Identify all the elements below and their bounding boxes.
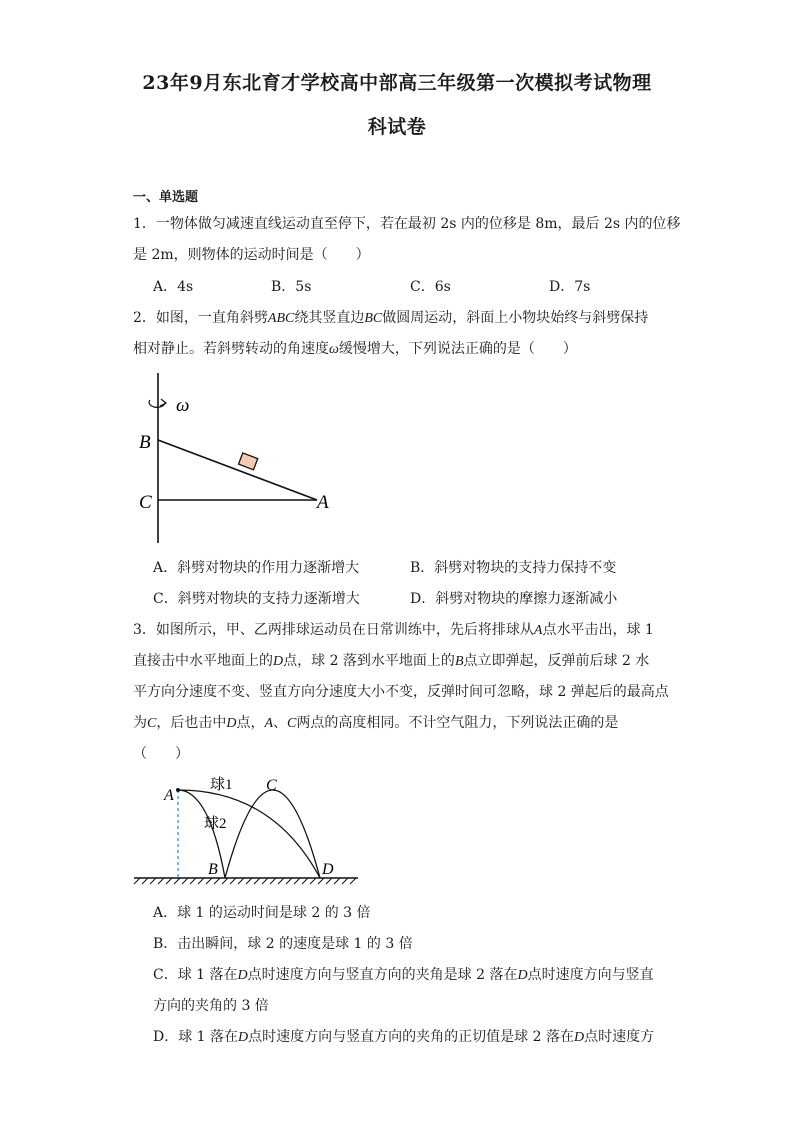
q1-stem-line1: 1．一物体做匀减速直线运动直至停下，若在最初 2s 内的位移是 8m，最后 2s 内的位移 (133, 216, 681, 232)
label-b: B (139, 432, 151, 453)
ball2-trajectory-first (178, 790, 225, 878)
q3-option-c-line2: 方向的夹角的 3 倍 (153, 998, 269, 1014)
omega-label: ω (176, 395, 190, 416)
small-block (239, 453, 258, 470)
rotation-arrow (149, 400, 165, 407)
ground-hatch (134, 878, 356, 884)
q1-option-b: B．5s (271, 279, 312, 295)
q2-option-c: C．斜劈对物块的支持力逐渐增大 (153, 591, 360, 607)
q2-option-b: B．斜劈对物块的支持力保持不变 (410, 560, 617, 576)
fig-label-c: C (266, 777, 277, 794)
fig-label-d: D (322, 861, 334, 878)
page-title-line2: 科试卷 (367, 116, 427, 138)
q2-option-d: D．斜劈对物块的摩擦力逐渐减小 (410, 591, 618, 607)
q2-stem-line1: 2．如图，一直角斜劈ABC绕其竖直边BC做圆周运动，斜面上小物块始终与斜劈保持 (133, 310, 649, 326)
q3-stem-line5: （ ） (133, 746, 189, 762)
q1-stem-line2: 是 2m，则物体的运动时间是（ ） (133, 247, 370, 263)
q3-stem-line1: 3．如图所示，甲、乙两排球运动员在日常训练中，先后将排球从A点水平击出，球 1 (133, 622, 654, 638)
label-a: A (317, 492, 329, 513)
q3-stem-line2: 直接击中水平地面上的D点，球 2 落到水平地面上的B点立即弹起，反弹前后球 2 水 (133, 653, 650, 669)
section-heading: 一、单选题 (133, 190, 199, 205)
q2-stem-line2: 相对静止。若斜劈转动的角速度ω缓慢增大，下列说法正确的是（ ） (133, 341, 577, 357)
q3-option-b: B．击出瞬间，球 2 的速度是球 1 的 3 倍 (153, 936, 413, 952)
fig-label-b: B (208, 861, 218, 878)
q2-option-a: A．斜劈对物块的作用力逐渐增大 (153, 560, 360, 576)
point-a-dot (176, 788, 180, 792)
label-c: C (139, 492, 152, 513)
q1-option-c: C．6s (410, 279, 451, 295)
q3-volleyball-figure (130, 770, 365, 890)
q3-option-c-line1: C．球 1 落在D点时速度方向与竖直方向的夹角是球 2 落在D点时速度方向与竖直 (153, 967, 654, 983)
ball1-label: 球1 (210, 777, 233, 793)
q1-option-d: D．7s (549, 279, 591, 295)
fig-label-a: A (164, 787, 174, 804)
q3-stem-line3: 平方向分速度不变、竖直方向分速度大小不变，反弹时间可忽略，球 2 弹起后的最高点 (133, 684, 669, 700)
wedge-slope (158, 440, 317, 500)
q2-wedge-figure (130, 368, 330, 548)
ball2-trajectory-bounce (225, 790, 320, 878)
q3-option-a: A．球 1 的运动时间是球 2 的 3 倍 (153, 905, 371, 921)
q1-option-a: A．4s (153, 279, 194, 295)
q3-option-d-line1: D．球 1 落在D点时速度方向与竖直方向的夹角的正切值是球 2 落在D点时速度方 (153, 1029, 655, 1045)
page-title-line1: 23年9月东北育才学校高中部高三年级第一次模拟考试物理 (142, 72, 652, 94)
q3-stem-line4: 为C，后也击中D点，A、C两点的高度相同。不计空气阻力，下列说法正确的是 (133, 715, 619, 731)
ball2-label: 球2 (204, 816, 227, 832)
